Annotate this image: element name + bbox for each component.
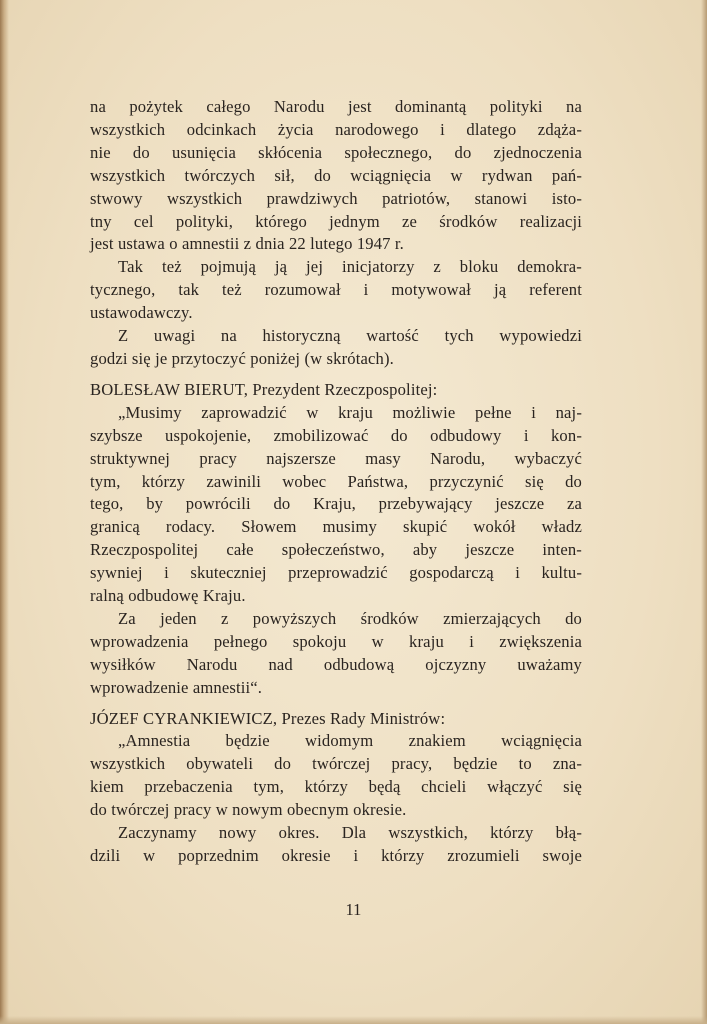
text-line: Z uwagi na historyczną wartość tych wypowiedzi: [118, 326, 582, 346]
text-line: do twórczej pracy w nowym obecnym okresie.: [90, 800, 407, 820]
quote-bierut-2: [90, 608, 582, 700]
speaker-bierut: BOLESŁAW BIERUT, Prezydent Rzeczpospolitej:: [90, 379, 438, 399]
page-bottom-edge: [0, 1016, 707, 1024]
paragraph-1: [90, 96, 582, 256]
text-line: granicą rodacy. Słowem musimy skupić wokół władz: [90, 517, 582, 537]
speaker-cyrankiewicz: JÓZEF CYRANKIEWICZ, Prezes Rady Ministrów:: [90, 708, 446, 728]
text-line: wszystkich twórczych sił, do wciągnięcia w rydwan pań-: [90, 165, 582, 185]
text-line: szybsze uspokojenie, zmobilizować do odbudowy i kon-: [90, 425, 582, 445]
text-line: Rzeczpospolitej całe społeczeństwo, aby jeszcze inten-: [90, 540, 582, 560]
text-line: tycznego, tak też rozumował i motywował ją referent: [90, 280, 582, 300]
paragraph-3: [90, 325, 582, 371]
text-line: stwowy wszystkich prawdziwych patriotów, stanowi isto-: [90, 188, 582, 208]
text-line: ralną odbudowę Kraju.: [90, 586, 246, 606]
text-line: godzi się je przytoczyć poniżej (w skrótach).: [90, 348, 394, 368]
text-line: Tak też pojmują ją jej inicjatorzy z bloku demokra-: [118, 257, 582, 277]
text-line: tym, którzy zawinili wobec Państwa, przyczynić się do: [90, 471, 582, 491]
text-line: ustawodawczy.: [90, 303, 193, 323]
text-line: Za jeden z powyższych środków zmierzających do: [118, 608, 582, 628]
text-line: na pożytek całego Narodu jest dominantą polityki na: [90, 97, 582, 116]
text-line: dzili w poprzednim okresie i którzy zrozumieli swoje: [90, 846, 582, 865]
text-line: wysiłków Narodu nad odbudową ojczyzny uważamy: [90, 654, 582, 674]
text-line: tego, by powrócili do Kraju, przebywający jeszcze za: [90, 494, 582, 514]
page-left-edge: [0, 0, 9, 1024]
body-text: [90, 96, 582, 868]
text-line: sywniej i skuteczniej przeprowadzić gospodarczą i kultu-: [90, 563, 582, 583]
text-line: „Musimy zaprowadzić w kraju możliwie pełne i naj-: [118, 402, 582, 422]
text-line: jest ustawa o amnestii z dnia 22 lutego 1947 r.: [90, 234, 404, 254]
page-number: 11: [345, 900, 362, 919]
text-line: „Amnestia będzie widomym znakiem wciągnięcia: [118, 731, 582, 751]
text-line: nie do usunięcia skłócenia społecznego, do zjednoczenia: [90, 142, 582, 162]
text-line: wprowadzenie amnestii“.: [90, 677, 263, 697]
quote-cyrankiewicz-1: [90, 730, 582, 822]
text-line: kiem przebaczenia tym, którzy będą chcieli włączyć się: [90, 777, 582, 797]
text-line: Zaczynamy nowy okres. Dla wszystkich, którzy błą-: [118, 823, 582, 843]
paragraph-2: [90, 256, 582, 325]
quote-bierut-1: [90, 402, 582, 608]
page-right-edge: [701, 0, 707, 1024]
quote-cyrankiewicz-2: [90, 822, 582, 868]
text-line: tny cel polityki, którego jednym ze środków realizacji: [90, 211, 582, 231]
text-line: wszystkich odcinkach życia narodowego i dlatego zdąża-: [90, 119, 582, 139]
text-line: wprowadzenia pełnego spokoju w kraju i zwiększenia: [90, 631, 582, 651]
text-line: wszystkich obywateli do twórczej pracy, będzie to zna-: [90, 754, 582, 774]
text-line: struktywnej pracy najszersze masy Narodu, wybaczyć: [90, 448, 582, 468]
spacer: [90, 700, 582, 708]
spacer: [90, 371, 582, 379]
